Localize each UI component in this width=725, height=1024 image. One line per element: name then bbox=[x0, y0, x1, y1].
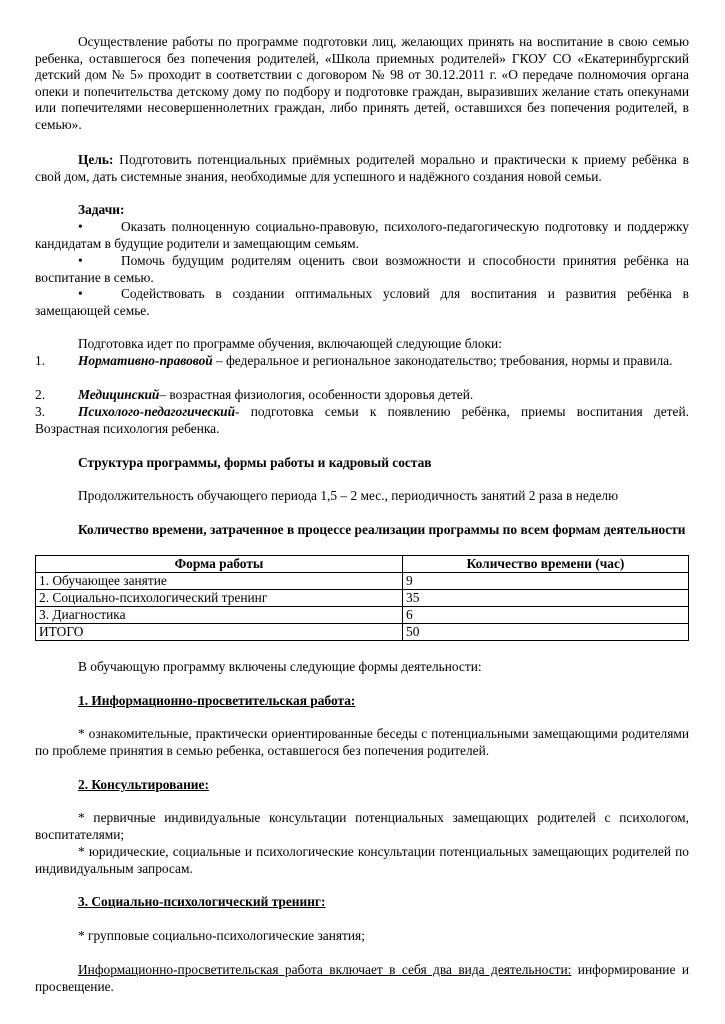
bullet-icon: • bbox=[78, 286, 83, 301]
section-item: * ознакомительные, практически ориентированные беседы с потенциальными замещающими родителями по проблеме принятия в семью ребенка, оставшегося без попечения родителей. bbox=[35, 726, 689, 758]
table-cell: 50 bbox=[403, 624, 689, 641]
forms-intro: В обучающую программу включены следующие формы деятельности: bbox=[78, 659, 482, 674]
task-item bbox=[35, 219, 689, 252]
bullet-icon: • bbox=[78, 253, 83, 268]
duration-text: Продолжительность обучающего периода 1,5 – 2 мес., периодичность занятий 2 раза в неделю bbox=[78, 488, 619, 503]
table-row bbox=[36, 624, 689, 641]
bullet-icon: • bbox=[78, 219, 83, 234]
table-cell: 35 bbox=[403, 590, 689, 607]
table-cell: 9 bbox=[403, 573, 689, 590]
table-row bbox=[36, 573, 689, 590]
structure-heading: Структура программы, формы работы и кадровый состав bbox=[78, 455, 432, 470]
closing-underlined: Информационно-просветительская работа включает в себя два вида деятельности: bbox=[78, 962, 572, 977]
task-text: Оказать полноценную социально-правовую, психолого-педагогическую подготовку и поддержку кандидатам в будущие родители и замещающим семьям. bbox=[35, 219, 689, 251]
block-title: Медицинский bbox=[78, 387, 160, 402]
table-cell: 2. Социально-психологический тренинг bbox=[36, 590, 403, 607]
closing-rest: информирование и просвещение. bbox=[35, 962, 689, 994]
section-heading: 3. Социально-психологический тренинг: bbox=[78, 894, 326, 909]
closing-paragraph bbox=[35, 962, 689, 995]
section-item: * групповые социально-психологические занятия; bbox=[78, 928, 365, 943]
block-item: 2. Медицинский– возрастная физиология, особенности здоровья детей. bbox=[35, 387, 474, 402]
section-heading: 2. Консультирование: bbox=[78, 777, 209, 792]
task-item bbox=[35, 286, 689, 319]
section-item: * юридические, социальные и психологические консультации потенциальных замещающих родителей по индивидуальным запросам. bbox=[35, 844, 689, 876]
table-header-cell: Количество времени (час) bbox=[403, 556, 689, 573]
block-item: 1. Нормативно-правовой – федеральное и региональное законодательство; требования, нормы и правила. bbox=[35, 353, 673, 368]
table-cell: 6 bbox=[403, 607, 689, 624]
goal-label: Цель: bbox=[78, 152, 114, 167]
task-item bbox=[35, 253, 689, 286]
blocks-intro: Подготовка идет по программе обучения, включающей следующие блоки: bbox=[78, 336, 502, 351]
goal-text: Подготовить потенциальных приёмных родителей морально и практически к приему ребёнка в свой дом, дать системные знания, необходимые для успешного и надёжного создания новой семьи. bbox=[35, 152, 689, 184]
table-row bbox=[36, 590, 689, 607]
table-cell: 1. Обучающее занятие bbox=[36, 573, 403, 590]
time-table bbox=[35, 555, 689, 641]
table-row bbox=[36, 607, 689, 624]
task-text: Помочь будущим родителям оценить свои возможности и способности принятия ребёнка на воспитание в семью. bbox=[35, 253, 689, 285]
block-title: Нормативно-правовой bbox=[78, 353, 213, 368]
block-item: 3. Психолого-педагогический- подготовка семьи к появлению ребёнка, приемы воспитания детей. Возрастная психология ребенка. bbox=[35, 404, 689, 436]
table-header-cell: Форма работы bbox=[36, 556, 403, 573]
goal-paragraph bbox=[35, 152, 689, 185]
table-cell: 3. Диагностика bbox=[36, 607, 403, 624]
section-item: * первичные индивидуальные консультации потенциальных замещающих родителей с психологом, воспитателями; bbox=[35, 810, 689, 842]
task-text: Содействовать в создании оптимальных условий для воспитания и развития ребёнка в замещающей семье. bbox=[35, 286, 689, 318]
block-title: Психолого-педагогический bbox=[78, 404, 236, 419]
section-heading: 1. Информационно-просветительская работа: bbox=[78, 693, 356, 708]
time-heading: Количество времени, затраченное в процессе реализации программы по всем формам деятельности bbox=[78, 522, 686, 537]
table-header-row bbox=[36, 556, 689, 573]
tasks-label: Задачи: bbox=[78, 202, 125, 217]
intro-paragraph: Осуществление работы по программе подготовки лиц, желающих принять на воспитание в свою семью ребенка, оставшегося без попечения родителей, «Школа приемных родителей» ГКОУ СО «Екатеринбургский детский дом № 5» проходит в соответствии с договором № 98 от 30.12.2011 г. «О передаче полномочия органа опеки и попечительства детскому дому по подбору и подготовке граждан, выразивших желание стать опекунами или попечителями несовершеннолетних граждан, либо принять детей, оставшихся без попечения родителей, в семью». bbox=[35, 34, 689, 132]
table-cell: ИТОГО bbox=[36, 624, 403, 641]
